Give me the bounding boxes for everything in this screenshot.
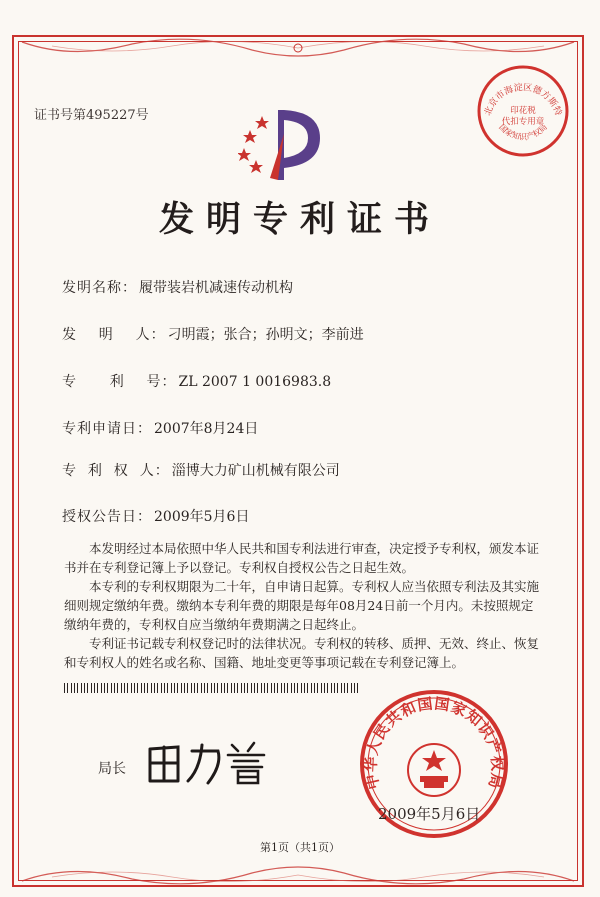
patent-office-logo-icon	[238, 104, 324, 186]
tax-stamp-seal	[476, 64, 570, 158]
small-seal-bottom-text: 国家知识产权局	[497, 122, 549, 142]
body-paragraph: 本发明经过本局依照中华人民共和国专利法进行审查，决定授予专利权，颁发本证书并在专利登记簿上予以登记。专利权自授权公告之日起生效。	[64, 541, 540, 575]
field-value: 2009年5月6日	[154, 509, 250, 525]
bottom-ornament	[12, 857, 584, 887]
field-value: 淄博大力矿山机械有限公司	[171, 463, 340, 479]
field-value: 2007年8月24日	[154, 421, 259, 437]
page-number: 第1页（共1页）	[260, 841, 340, 854]
field-label: 专利申请日：	[62, 421, 152, 437]
field-inventors	[62, 324, 364, 344]
certificate-body	[64, 539, 544, 672]
field-label: 专 利 号：	[62, 374, 177, 390]
official-seal-ring-text: 中华人民共和国国家知识产权局	[361, 694, 507, 792]
field-application-date	[62, 418, 258, 438]
field-label: 专 利 权 人：	[62, 463, 170, 479]
director-label: 局长	[98, 761, 126, 777]
certificate-number: 证书号第495227号	[34, 108, 149, 123]
body-paragraph: 专利证书记载专利权登记时的法律状况。专利权的转移、质押、无效、终止、恢复和专利权人的姓名或名称、国籍、地址变更等事项记载在专利登记簿上。	[64, 636, 540, 670]
field-label: 授权公告日：	[62, 509, 152, 525]
field-label: 发 明 人：	[62, 327, 166, 343]
director-signature	[142, 735, 270, 787]
field-value: 刁明霞；张合；孙明文；李前进	[167, 327, 364, 343]
national-emblem-icon	[408, 744, 460, 796]
barcode	[64, 683, 360, 693]
small-seal-ring-text: 北京市海淀区德方斯特	[483, 82, 563, 118]
top-ornament	[12, 36, 584, 66]
signature-date: 2009年5月6日	[378, 805, 481, 823]
certificate-title: 发明专利证书	[158, 199, 441, 240]
small-seal-line-2: 代扣专用章	[501, 117, 545, 127]
field-patentee	[62, 460, 340, 480]
field-label: 发明名称：	[62, 280, 137, 296]
field-grant-date	[62, 506, 249, 526]
small-seal-line-1: 印花税	[510, 106, 536, 116]
field-invention-name	[62, 277, 293, 297]
field-value: 履带装岩机减速传动机构	[139, 280, 293, 296]
body-paragraph: 本专利的专利权期限为二十年，自申请日起算。专利权人应当依照专利法及其实施细则规定缴纳年费。缴纳本专利年费的期限是每年08月24日前一个月内。未按照规定缴纳年费的，专利权自应当缴纳年费期满之日起终止。	[64, 579, 540, 632]
field-value: ZL 2007 1 0016983.8	[178, 374, 332, 390]
field-patent-number	[62, 371, 331, 391]
